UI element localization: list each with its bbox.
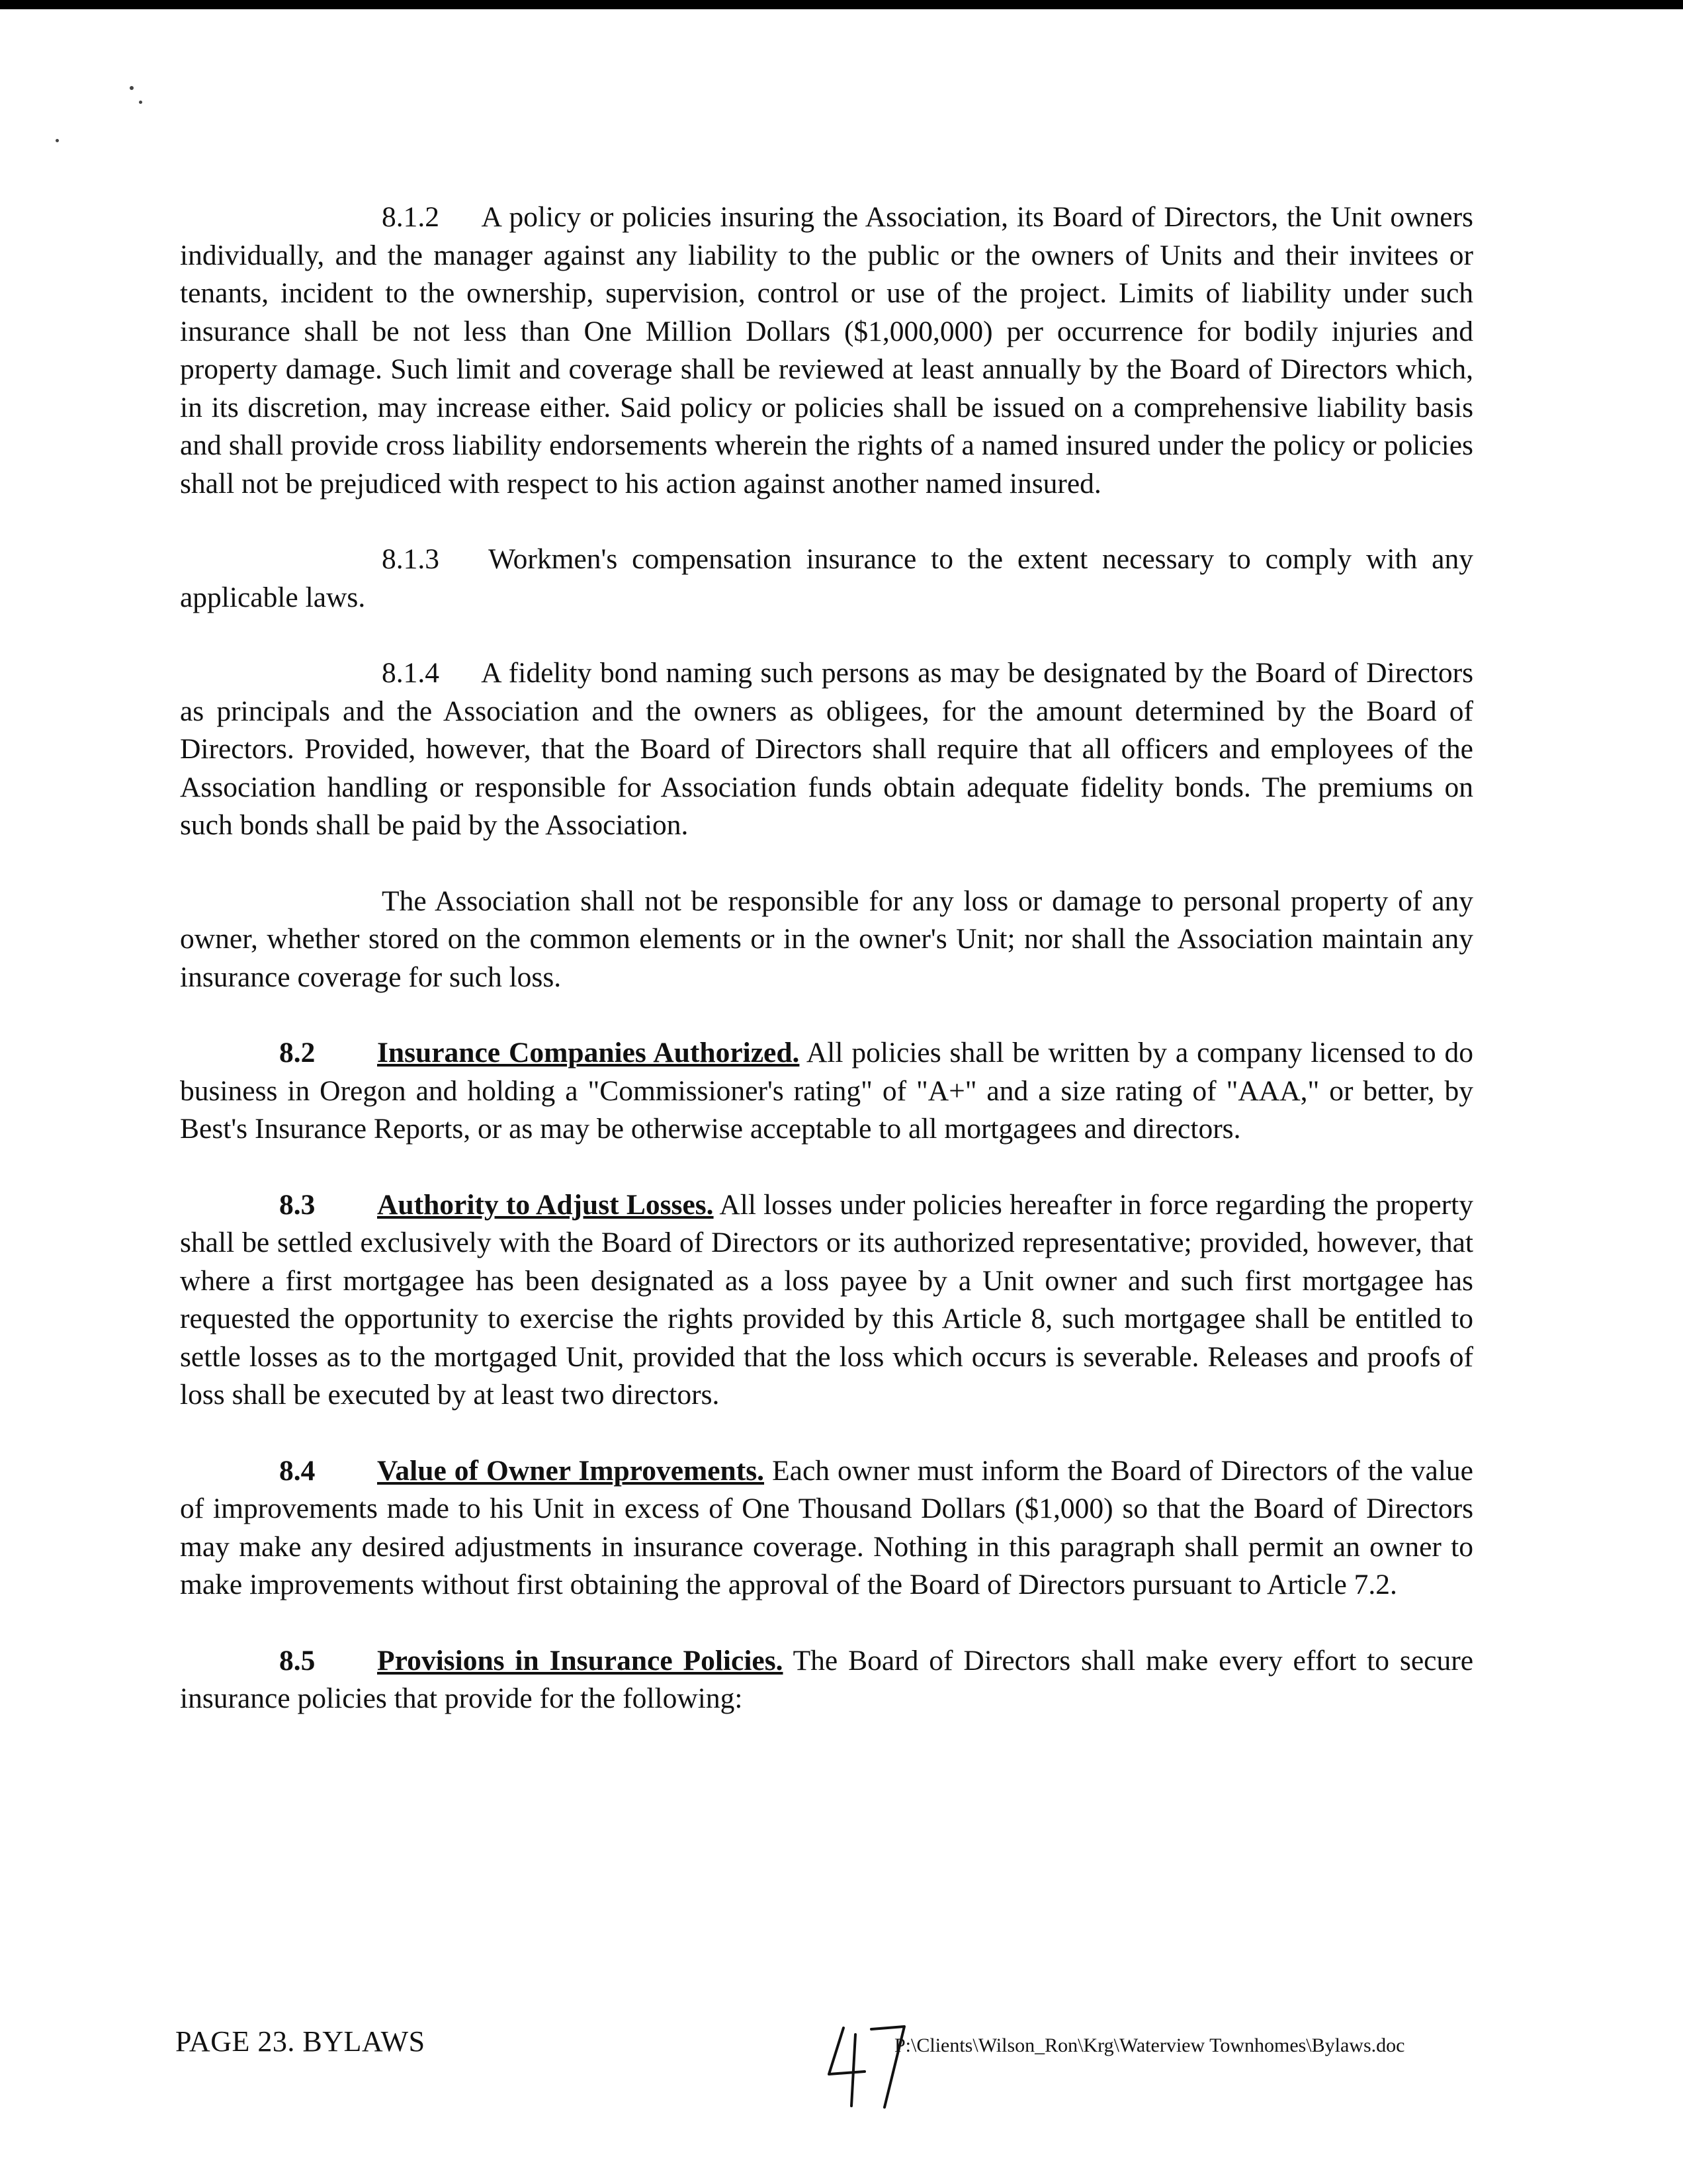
paragraph-text: A policy or policies insuring the Association, its Board of Directors, the Unit owners individually, and the manager against any liability to the public or the owners of Units and their invitees or tenants, incident to the ownership, supervision, control or use of the project. Limits of liability under such insurance shall be not less than One Million Dollars ($1,000,000) per occurrence for bodily injuries and property damage. Such limit and coverage shall be reviewed at least annually by the Board of Directors which, in its discretion, may increase either. Said policy or policies shall be issued on a comprehensive liability basis and shall provide cross liability endorsements wherein the rights of a named insured under the policy or policies shall not be prejudiced with respect to his action against another named insured. [180, 201, 1473, 500]
handwritten-page-number [824, 2015, 910, 2114]
section-8-3 [180, 1186, 1473, 1415]
file-path: P:\Clients\Wilson_Ron\Krg\Waterview Townhomes\Bylaws.doc [894, 2034, 1405, 2056]
section-heading: Value of Owner Improvements. [377, 1454, 765, 1487]
paragraph-8-1-4 [180, 654, 1473, 845]
paragraph-8-1-3 [180, 541, 1473, 617]
paragraph-number: 8.1.4 [382, 657, 439, 689]
section-8-4 [180, 1452, 1473, 1604]
section-number: 8.4 [279, 1454, 316, 1487]
scan-speck [56, 139, 59, 142]
page-label: PAGE 23. BYLAWS [175, 2025, 425, 2058]
section-text: The Board of Directors shall make every effort to secure insurance policies that provide for the following: [180, 1644, 1474, 1714]
section-number: 8.5 [279, 1644, 316, 1677]
section-heading: Provisions in Insurance Policies. [377, 1644, 783, 1677]
section-text: All policies shall be written by a company licensed to do business in Oregon and holding a "Commissioner's rating" of "A+" and a size rating of "AAA," or better, by Best's Insurance Reports, or as may be otherwise acceptable to all mortgagees and directors. [180, 1037, 1473, 1145]
scan-speck [130, 86, 134, 90]
scan-top-border [0, 0, 1683, 9]
paragraph-number: 8.1.2 [382, 201, 439, 233]
paragraph-8-1-2 [180, 198, 1473, 503]
paragraph-text: The Association shall not be responsible for any loss or damage to personal property of any owner, whether stored on the common elements or in the owner's Unit; nor shall the Association maintain any insurance coverage for such loss. [180, 885, 1473, 993]
section-number: 8.3 [279, 1188, 316, 1221]
section-heading: Insurance Companies Authorized. [377, 1037, 800, 1069]
paragraph-association-liability [180, 883, 1473, 997]
scan-speck [139, 101, 142, 104]
section-8-2 [180, 1034, 1473, 1149]
section-8-5 [180, 1642, 1473, 1718]
document-body [180, 198, 1473, 1756]
paragraph-text: Workmen's compensation insurance to the extent necessary to comply with any applicable laws. [180, 543, 1473, 613]
section-heading: Authority to Adjust Losses. [377, 1188, 714, 1221]
paragraph-number: 8.1.3 [382, 543, 439, 575]
section-text: Each owner must inform the Board of Directors of the value of improvements made to his Unit in excess of One Thousand Dollars ($1,000) so that the Board of Directors may make any desired adjustments in insurance coverage. Nothing in this paragraph shall permit an owner to make improvements without first obtaining the approval of the Board of Directors pursuant to Article 7.2. [180, 1454, 1473, 1600]
paragraph-text: A fidelity bond naming such persons as may be designated by the Board of Directors as principals and the Association and the owners as obligees, for the amount determined by the Board of Directors. Provided, however, that the Board of Directors shall require that all officers and employees of the Association handling or responsible for Association funds obtain adequate fidelity bonds. The premiums on such bonds shall be paid by the Association. [180, 657, 1473, 841]
section-text: All losses under policies hereafter in force regarding the property shall be settled exclusively with the Board of Directors or its authorized representative; provided, however, that where a first mortgagee has been designated as a loss payee by a Unit owner and such first mortgagee has requested the opportunity to exercise the rights provided by this Article 8, such mortgagee shall be entitled to settle losses as to the mortgaged Unit, provided that the loss which occurs is severable. Releases and proofs of loss shall be executed by at least two directors. [180, 1188, 1473, 1411]
section-number: 8.2 [279, 1037, 316, 1069]
